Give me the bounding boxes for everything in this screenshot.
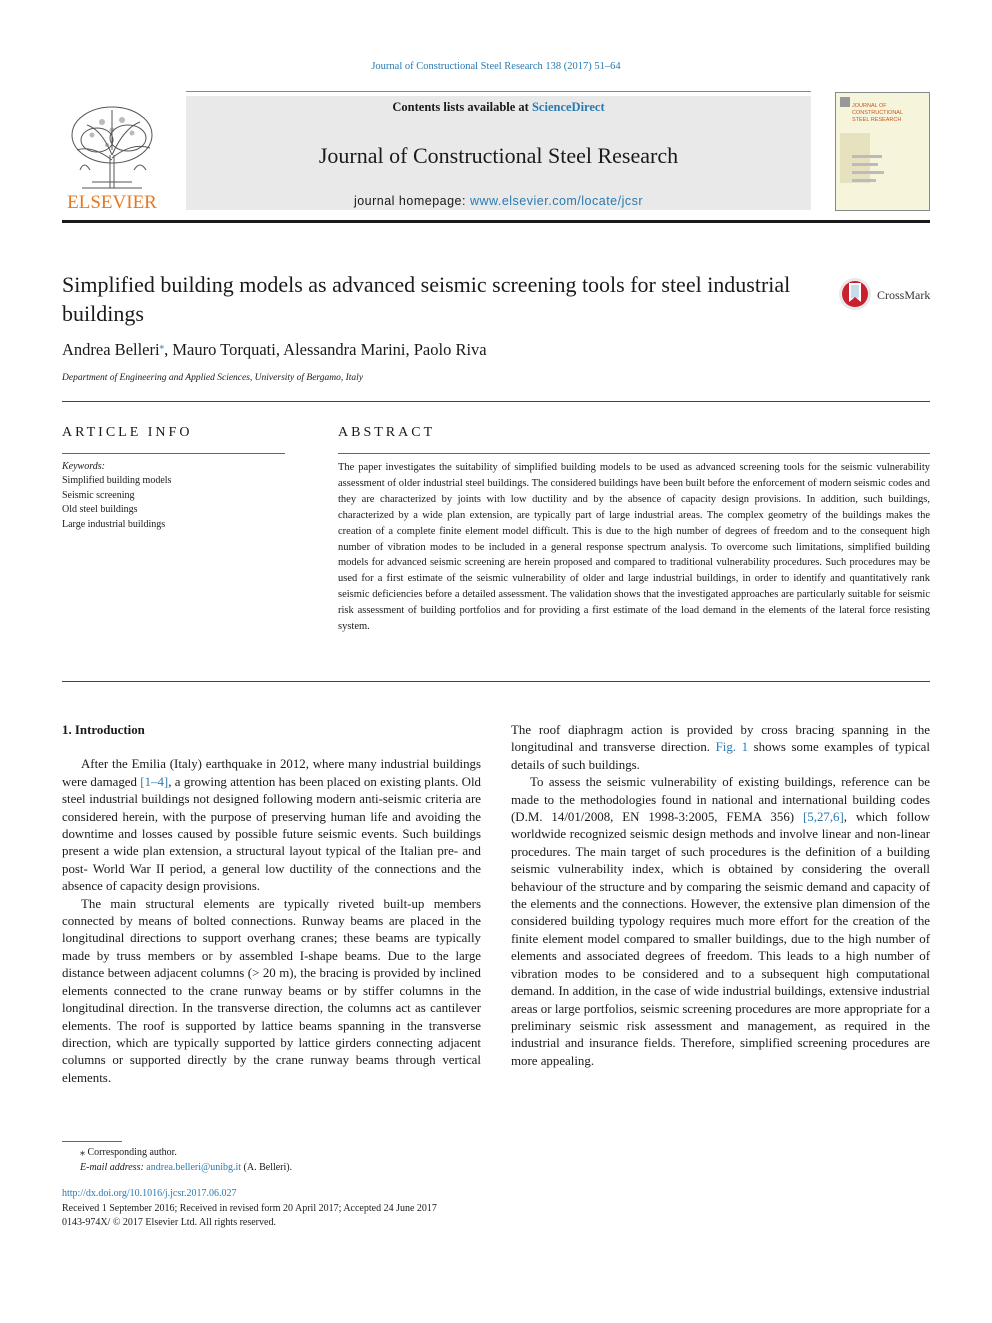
author-list: Andrea Belleri⁎, Mauro Torquati, Alessandra Marini, Paolo Riva — [62, 340, 487, 359]
abstract-text: The paper investigates the suitability of simplified building models to be used as advanced screening tools for the seismic vulnerability assessment of older industrial steel buildings. The considered buildings have been built before the enforcement of modern seismic codes and they are characterized by joints with low ductility and by the absence of capacity design provisions. In addition, such buildings, characterized by a wide plan extension, are typically part of large industrial areas. The complex geometry of the buildings makes the creation of a complete finite element model difficult. This is due to the high number of degrees of freedom and to the consequent high number of vibration modes to be included in a general response spectrum analysis. To overcome such limitations, simplified building models for advanced seismic screening are herein proposed and compared to traditional vulnerability procedures. Such procedures may be used for a first estimate of the seismic vulnerability of older and large industrial buildings, in order to identify and quantitatively rank seismic deficiencies before a detailed assessment. The validation shows that the investigated approaches are particularly suitable for seismic risk assessment of building portfolios and for providing a first estimate of the load demand in the elements of the lateral force resisting system. — [338, 462, 930, 633]
keyword-item: Large industrial buildings — [62, 518, 166, 530]
keyword-item: Simplified building models — [62, 475, 172, 487]
divider — [62, 681, 930, 682]
divider — [62, 453, 285, 454]
footnotes — [62, 1146, 292, 1175]
footnote-rule — [62, 1141, 122, 1142]
svg-text:JOURNAL OF: JOURNAL OF — [852, 103, 887, 109]
paragraph: The roof diaphragm action is provided by cross bracing spanning in the longitudinal and transverse direction. Fig. 1 shows some examples of typical details of such buildings. — [511, 723, 930, 772]
author-affiliation: Department of Engineering and Applied Sciences, University of Bergamo, Italy — [62, 373, 364, 383]
publication-info — [62, 1187, 437, 1231]
doi-link[interactable]: http://dx.doi.org/10.1016/j.jcsr.2017.06.027 — [62, 1188, 237, 1199]
body-column-right — [511, 722, 930, 1070]
svg-text:CONSTRUCTIONAL: CONSTRUCTIONAL — [852, 110, 904, 116]
masthead-bottom-rule — [62, 220, 930, 223]
divider — [338, 453, 930, 454]
keywords-block — [62, 460, 285, 532]
journal-homepage-link[interactable]: www.elsevier.com/locate/jcsr — [469, 194, 644, 208]
section-heading-introduction: 1. Introduction — [62, 723, 145, 737]
author-name[interactable]: Andrea Belleri — [62, 340, 160, 359]
elsevier-tree-icon — [62, 100, 162, 212]
journal-citation-link[interactable]: Journal of Constructional Steel Research 138 (2017) 51–64 — [371, 61, 621, 72]
keywords-label: Keywords: — [62, 461, 105, 472]
citation-link[interactable]: [5,27,6] — [802, 810, 844, 825]
crossmark-icon — [838, 276, 934, 312]
keyword-item: Seismic screening — [62, 489, 135, 501]
paragraph: After the Emilia (Italy) earthquake in 2012, where many industrial buildings were damaged [1–4], a growing attention has been placed on existing plants. Old steel industrial buildings not designed following modern anti-seismic criteria are considered herein, with the purpose of preserving human life and avoiding the downtime and losses caused by possible future seismic events. Such buildings present a wide plan extension, a structural layout typical of the Italian pre- and post- World War II period, a general low ductility of the connections and the absence of capacity design provisions. — [62, 757, 481, 894]
divider — [62, 401, 930, 402]
journal-title: Journal of Constructional Steel Research — [318, 143, 679, 168]
crossmark-badge[interactable] — [838, 276, 934, 312]
keyword-item: Old steel buildings — [62, 504, 138, 516]
article-title: Simplified building models as advanced seismic screening tools for steel industrial buildings — [62, 272, 791, 326]
svg-text:STEEL RESEARCH: STEEL RESEARCH — [852, 117, 902, 123]
journal-homepage-line: journal homepage: www.elsevier.com/locate/jcsr — [353, 194, 644, 208]
paragraph: To assess the seismic vulnerability of existing buildings, reference can be made to the methodologies found in national and international building codes (D.M. 14/01/2008, EN 1998-3:2005, FEMA 356) [5,27,6], which follow worldwide recognized seismic design methods and involve linear and non-linear procedures. The main target of such procedures is the definition of a building seismic vulnerability index, which is obtained by considering the overall behaviour of the structure and by comparing the seismic demand and capacity of the elements and the connections. However, the extensive plan dimension of the considered building typology requires much more effort for the creation of the finite element model compared to smaller buildings, due to the high number of elements and associated degrees of freedom. This leads to a high number of vibration modes to be considered and to a subsequent high computational demand. In addition, in the case of wide industrial buildings, extensive industrial areas or large portfolios, seismic screening procedures are more appropriate for a preliminary seismic risk assessment and management, as required in the industrial and insurance fields. Therefore, simplified screening procedures are more appealing. — [511, 775, 931, 1068]
contents-available-line: Contents lists available at ScienceDirect — [392, 100, 605, 114]
corresponding-author-mark[interactable]: ⁎ — [159, 340, 165, 351]
masthead-top-rule — [186, 91, 811, 92]
received-dates: Received 1 September 2016; Received in revised form 20 April 2017; Accepted 24 June 2017 — [62, 1202, 437, 1214]
citation-link[interactable]: [1–4] — [140, 774, 169, 789]
email-note: E-mail address: andrea.belleri@unibg.it (A. Belleri). — [80, 1161, 293, 1173]
journal-cover-thumbnail[interactable] — [835, 92, 930, 211]
corresponding-author-note: ⁎ Corresponding author. — [80, 1147, 177, 1158]
email-link[interactable]: andrea.belleri@unibg.it — [146, 1161, 242, 1173]
sciencedirect-link[interactable]: ScienceDirect — [531, 100, 605, 114]
crossmark-label: CrossMark — [877, 288, 931, 302]
figure-link[interactable]: Fig. 1 — [715, 740, 749, 755]
paragraph: The main structural elements are typically riveted built-up members connected by means of bolted connections. Runway beams are placed in the longitudinal directions to support overhang cranes; these beams are typically made by truss members or by assembled I-shape beams. Due to the large distance between adjacent columns (> 20 m), the bracing is provided by inclined elements connected to the crane runway beams or by stiffer columns in the longitudinal direction. In the transverse direction, the columns act as cantilever elements. The roof is supported by lattice beams spanning in the transverse direction, which are typically supported by lattice girders connecting adjacent columns or supported directly by the crane runway beams through vertical elements. — [62, 896, 481, 1085]
abstract-heading: ABSTRACT — [338, 425, 436, 440]
elsevier-logo — [62, 100, 162, 212]
copyright-line: 0143-974X/ © 2017 Elsevier Ltd. All rights reserved. — [62, 1217, 276, 1228]
article-info-heading: ARTICLE INFO — [62, 425, 193, 440]
body-column-left — [62, 722, 481, 1087]
elsevier-wordmark: ELSEVIER — [67, 192, 157, 212]
journal-cover-image — [836, 93, 929, 210]
